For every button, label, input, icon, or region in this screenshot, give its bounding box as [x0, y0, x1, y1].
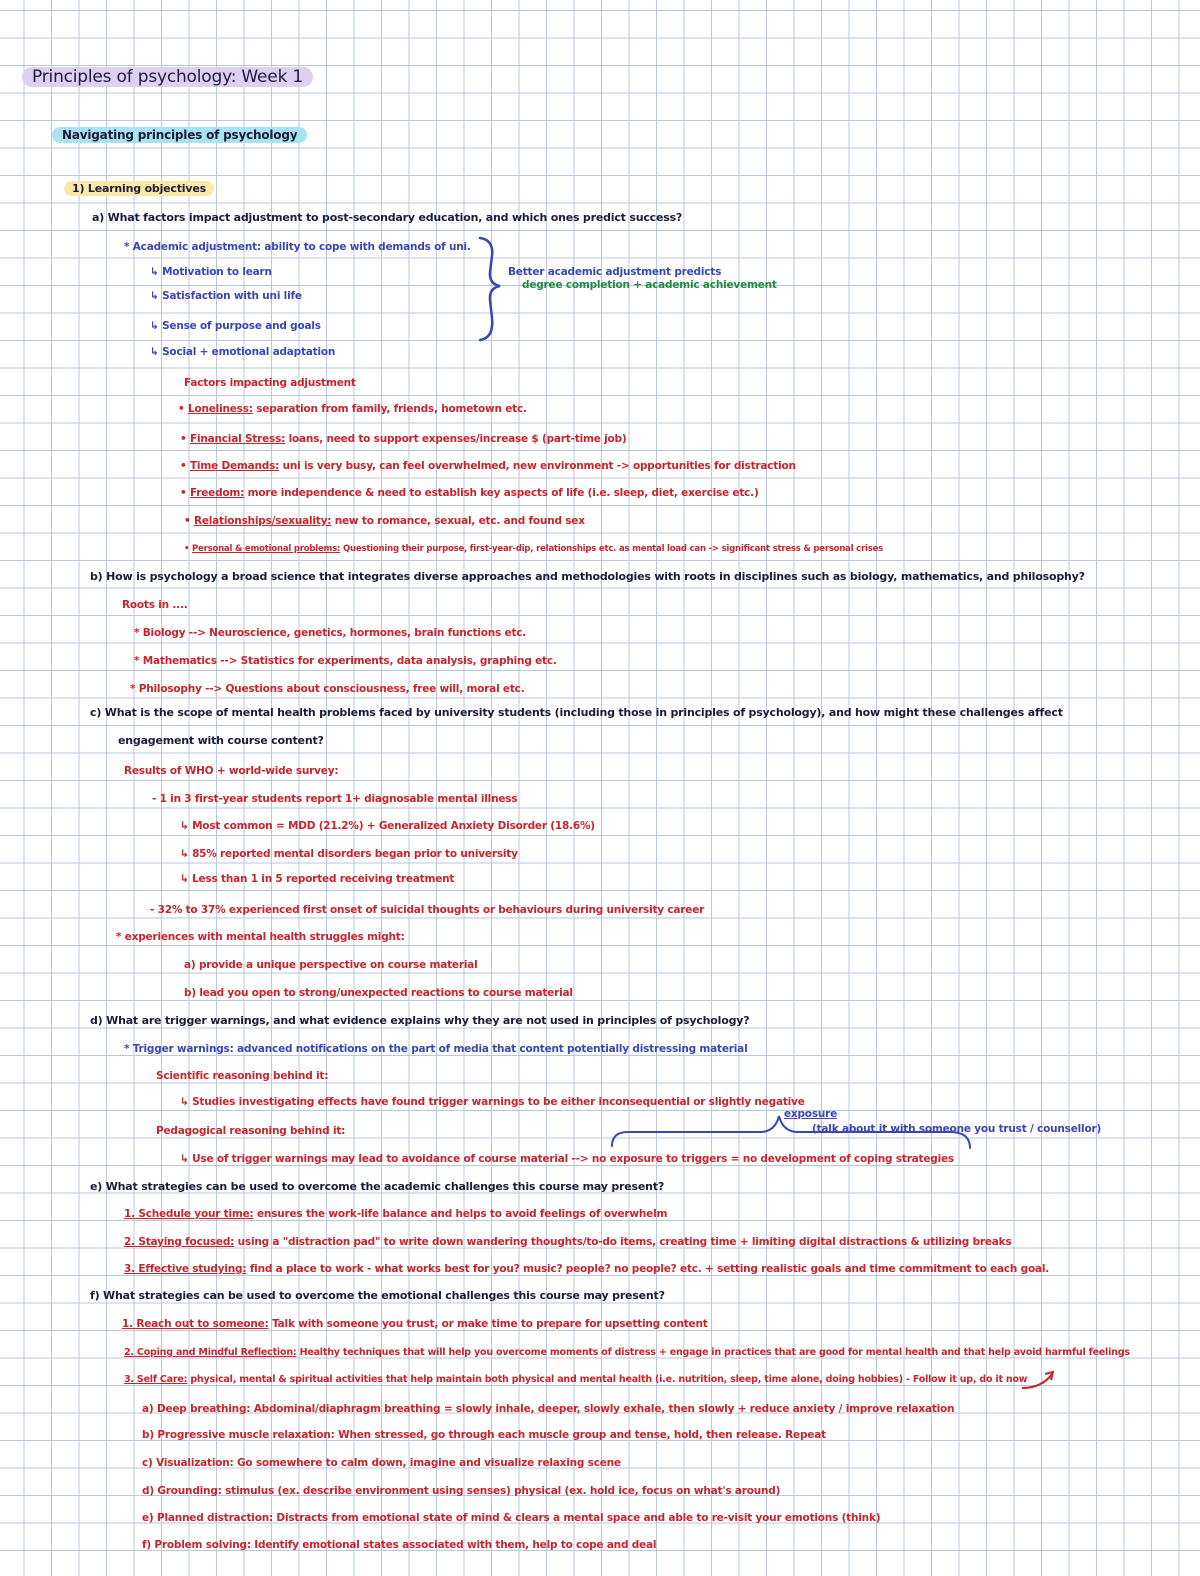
experiences-note: * experiences with mental health struggles might:: [116, 931, 405, 943]
roots-intro: Roots in ....: [122, 599, 188, 611]
sub-arrow-icon: ↳: [180, 873, 193, 885]
question-e: e) What strategies can be used to overcome the academic challenges this course may present?: [90, 1180, 665, 1193]
sub-arrow-icon: ↳: [180, 848, 193, 860]
trigger-definition: * Trigger warnings: advanced notifications on the part of media that content potentially distressing material: [124, 1043, 748, 1055]
list-item: ↳ Studies investigating effects have found trigger warnings to be either inconsequential or slightly negative: [180, 1096, 805, 1108]
exposure-note: (talk about it with someone you trust / counsellor): [812, 1123, 1102, 1135]
exposure-label: exposure: [784, 1108, 838, 1120]
curly-brace-right: [480, 238, 500, 340]
question-a: a) What factors impact adjustment to post-secondary education, and which ones predict success?: [92, 211, 683, 224]
list-item: ↳ Social + emotional adaptation: [150, 346, 336, 358]
brace-note: Better academic adjustment predicts: [508, 266, 722, 278]
factor-item: • Financial Stress: loans, need to support expenses/increase $ (part-time job): [180, 433, 627, 445]
list-item: 1. Reach out to someone: Talk with someone you trust, or make time to prepare for upsetting content: [122, 1318, 708, 1330]
list-item: - 32% to 37% experienced first onset of suicidal thoughts or behaviours during university career: [150, 904, 705, 916]
list-item: - 1 in 3 first-year students report 1+ diagnosable mental illness: [152, 793, 518, 805]
technique-item: b) Progressive muscle relaxation: When stressed, go through each muscle group and tense, hold, then release. Repeat: [142, 1429, 826, 1441]
list-item: 3. Self Care: physical, mental & spiritual activities that help maintain both physical and mental health (i.e. nutrition, sleep, time alone, doing hobbies) - Follow it up, do it now: [124, 1374, 1028, 1385]
list-item: ↳ Satisfaction with uni life: [150, 290, 302, 302]
list-item: 1. Schedule your time: ensures the work-life balance and helps to avoid feelings of overwhelm: [124, 1208, 668, 1220]
subheading: 1) Learning objectives: [64, 181, 214, 196]
factor-item: • Personal & emotional problems: Questioning their purpose, first-year-dip, relationships etc. as mental load can -> significant stress & personal crises: [184, 544, 884, 554]
factor-item: • Loneliness: separation from family, friends, hometown etc.: [178, 403, 527, 415]
list-item: ↳ 85% reported mental disorders began prior to university: [180, 848, 518, 860]
technique-item: e) Planned distraction: Distracts from emotional state of mind & clears a mental space and able to re-visit your emotions (think): [142, 1512, 881, 1524]
question-d: d) What are trigger warnings, and what evidence explains why they are not used in principles of psychology?: [90, 1014, 750, 1027]
academic-adjustment: * Academic adjustment: ability to cope with demands of uni.: [124, 241, 471, 253]
scientific-heading: Scientific reasoning behind it:: [156, 1070, 329, 1082]
list-item: ↳ Sense of purpose and goals: [150, 320, 321, 332]
list-item: a) provide a unique perspective on course material: [184, 959, 478, 971]
list-item: * Mathematics --> Statistics for experiments, data analysis, graphing etc.: [134, 655, 557, 667]
technique-item: f) Problem solving: Identify emotional states associated with them, help to cope and deal: [142, 1539, 657, 1551]
factor-item: • Time Demands: uni is very busy, can feel overwhelmed, new environment -> opportunities for distraction: [180, 460, 796, 472]
factor-item: • Freedom: more independence & need to establish key aspects of life (i.e. sleep, diet, exercise etc.): [180, 487, 759, 499]
list-item: * Philosophy --> Questions about consciousness, free will, moral etc.: [130, 683, 525, 695]
factor-item: • Relationships/sexuality: new to romance, sexual, etc. and found sex: [184, 515, 585, 527]
factors-heading: Factors impacting adjustment: [184, 377, 356, 389]
list-item: ↳ Motivation to learn: [150, 266, 272, 278]
section-heading: Navigating principles of psychology: [52, 127, 307, 143]
list-item: 2. Staying focused: using a "distraction pad" to write down wandering thoughts/to-do items, creating time + limiting digital distractions & utilizing breaks: [124, 1236, 1012, 1248]
question-c-cont: engagement with course content?: [118, 734, 324, 747]
sub-arrow-icon: ↳: [150, 290, 163, 302]
sub-arrow-icon: ↳: [180, 1096, 193, 1108]
sub-arrow-icon: ↳: [150, 346, 163, 358]
results-heading: Results of WHO + world-wide survey:: [124, 765, 339, 777]
list-item: 3. Effective studying: find a place to work - what works best for you? music? people? no people? etc. + setting realistic goals and time commitment to each goal.: [124, 1263, 1050, 1275]
technique-item: a) Deep breathing: Abdominal/diaphragm breathing = slowly inhale, deeper, slowly exhale, then slowly + reduce anxiety / improve relaxation: [142, 1403, 955, 1415]
sub-arrow-icon: ↳: [150, 266, 163, 278]
sub-arrow-icon: ↳: [180, 1153, 193, 1165]
sub-arrow-icon: ↳: [150, 320, 163, 332]
technique-item: c) Visualization: Go somewhere to calm down, imagine and visualize relaxing scene: [142, 1457, 621, 1469]
question-f: f) What strategies can be used to overcome the emotional challenges this course may present?: [90, 1289, 665, 1302]
list-item: b) lead you open to strong/unexpected reactions to course material: [184, 987, 573, 999]
list-item: * Biology --> Neuroscience, genetics, hormones, brain functions etc.: [134, 627, 527, 639]
list-item: 2. Coping and Mindful Reflection: Healthy techniques that will help you overcome moments of distress + engage in practices that are good for mental health and that help avoid harmful feelings: [124, 1347, 1130, 1358]
pedagogical-heading: Pedagogical reasoning behind it:: [156, 1125, 346, 1137]
question-c: c) What is the scope of mental health problems faced by university students (including those in principles of psychology), and how might these challenges affect: [90, 706, 1063, 719]
brace-note-green: degree completion + academic achievement: [522, 279, 777, 291]
question-b: b) How is psychology a broad science that integrates diverse approaches and methodologies with roots in disciplines such as biology, mathematics, and philosophy?: [90, 570, 1085, 583]
list-item: ↳ Most common = MDD (21.2%) + Generalized Anxiety Disorder (18.6%): [180, 820, 595, 832]
technique-item: d) Grounding: stimulus (ex. describe environment using senses) physical (ex. hold ice, focus on what's around): [142, 1485, 781, 1497]
list-item: ↳ Less than 1 in 5 reported receiving treatment: [180, 873, 455, 885]
sub-arrow-icon: ↳: [180, 820, 193, 832]
list-item: ↳ Use of trigger warnings may lead to avoidance of course material --> no exposure to triggers = no development of coping strategies: [180, 1153, 954, 1165]
page-title: Principles of psychology: Week 1: [22, 67, 313, 87]
